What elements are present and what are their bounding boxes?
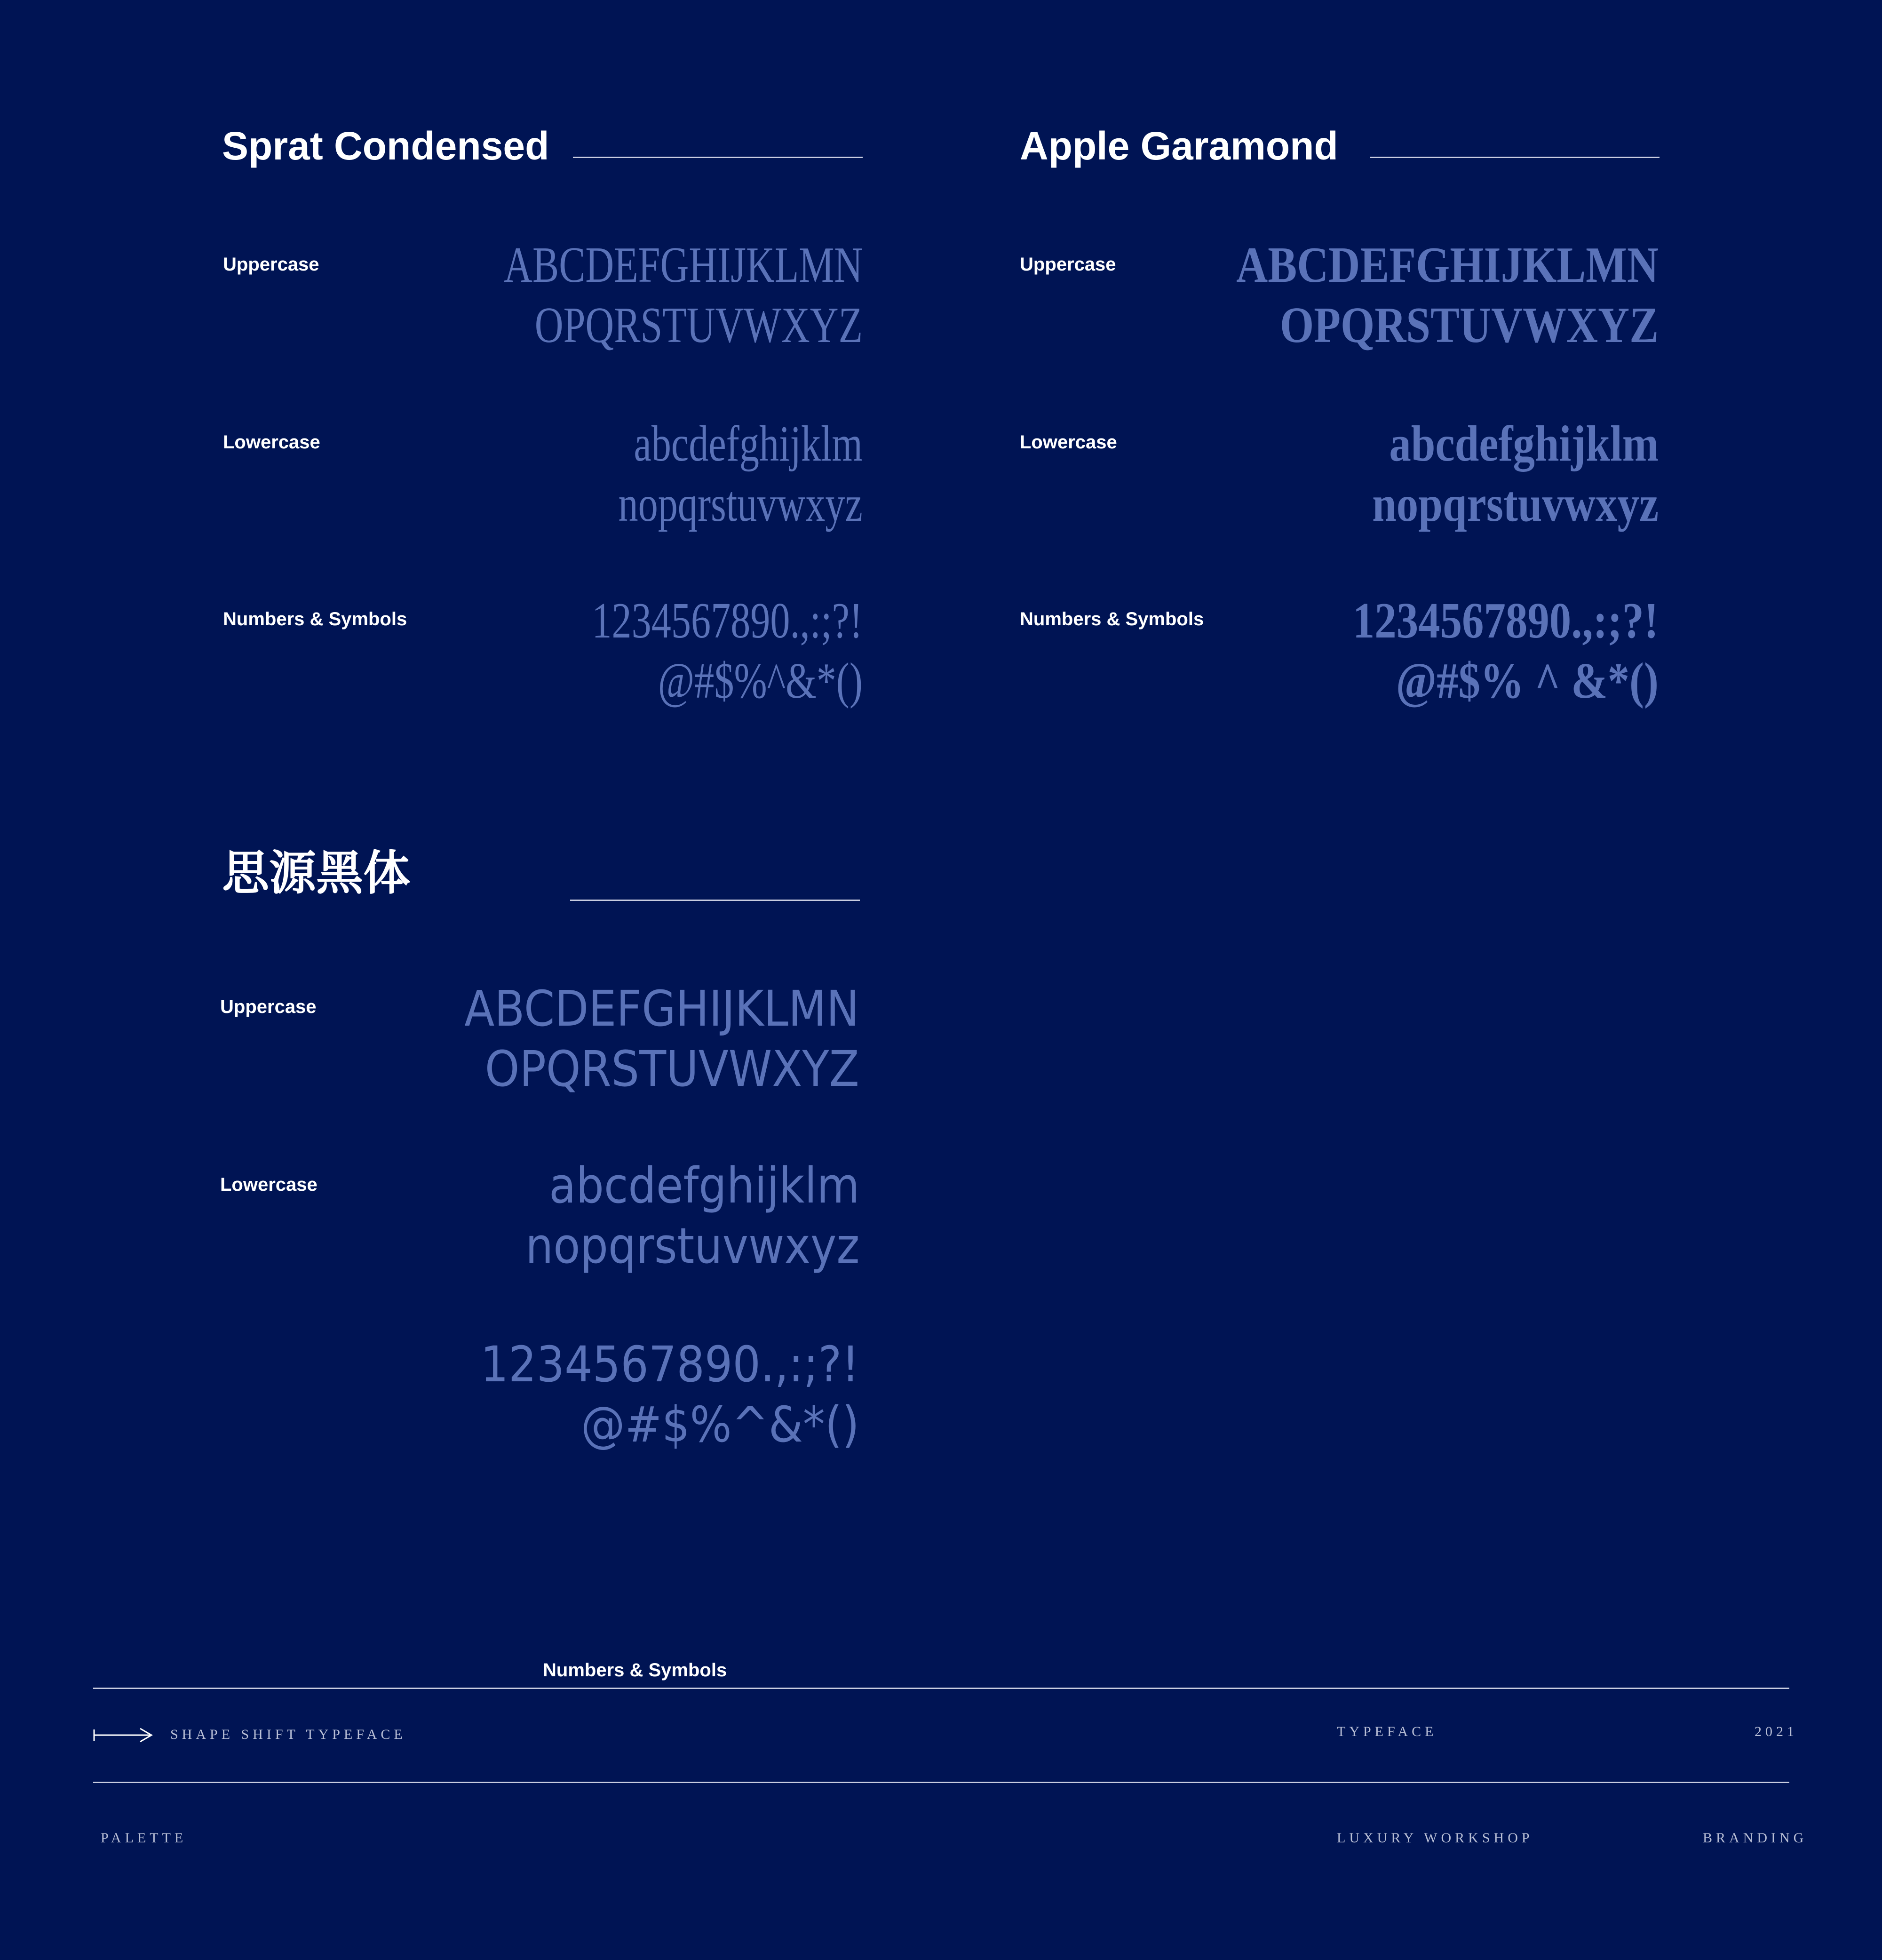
uppercase-label-sourcehan: Uppercase (220, 996, 317, 1017)
footer-rule-top (93, 1688, 1789, 1689)
footer-rule-bottom (93, 1782, 1789, 1783)
footer-typeface: TYPEFACE (1337, 1724, 1437, 1739)
numbers-sample-sourcehan: 1234567890.,:;?! @#$%^&*() (480, 1336, 859, 1453)
lowercase-sample-garamond: abcdefghijklm nopqrstuvwxyz (1372, 416, 1659, 532)
numbers-label-sprat: Numbers & Symbols (223, 609, 407, 629)
numbers-sample-sprat: 1234567890.,:;?! @#$%^&*() (592, 593, 863, 709)
uppercase-label-sprat: Uppercase (223, 254, 319, 275)
title-rule-garamond (1370, 157, 1660, 158)
font-title-sprat: Sprat Condensed (222, 124, 549, 168)
lowercase-sample-sourcehan: abcdefghijklm nopqrstuvwxyz (525, 1157, 859, 1275)
font-title-sourcehan: 思源黑体 (222, 845, 410, 900)
numbers-sample-garamond: 1234567890.,:;?! @#$% ^ &*() (1352, 593, 1659, 709)
numbers-label-garamond: Numbers & Symbols (1020, 609, 1204, 629)
uppercase-sample-garamond: ABCDEFGHIJKLMN OPQRSTUVWXYZ (1236, 237, 1659, 353)
lowercase-label-sprat: Lowercase (223, 432, 320, 453)
footer-shape-shift: SHAPE SHIFT TYPEFACE (170, 1727, 406, 1742)
footer-luxury-workshop: LUXURY WORKSHOP (1337, 1830, 1533, 1846)
font-title-garamond: Apple Garamond (1020, 124, 1338, 168)
title-rule-sourcehan (570, 900, 860, 901)
footer-palette: PALETTE (101, 1830, 187, 1846)
lowercase-label-garamond: Lowercase (1020, 432, 1117, 453)
lowercase-sample-sprat: abcdefghijklm nopqrstuvwxyz (618, 416, 863, 532)
title-rule-sprat (573, 157, 863, 158)
lowercase-label-sourcehan: Lowercase (220, 1174, 318, 1195)
numbers-label-sourcehan: Numbers & Symbols (543, 1660, 727, 1681)
uppercase-sample-sprat: ABCDEFGHIJKLMN OPQRSTUVWXYZ (504, 237, 863, 353)
uppercase-label-garamond: Uppercase (1020, 254, 1116, 275)
footer-year: 2021 (1755, 1724, 1798, 1739)
arrow-right-icon (93, 1727, 154, 1744)
footer-branding: BRANDING (1703, 1830, 1808, 1846)
uppercase-sample-sourcehan: ABCDEFGHIJKLMN OPQRSTUVWXYZ (464, 980, 859, 1098)
